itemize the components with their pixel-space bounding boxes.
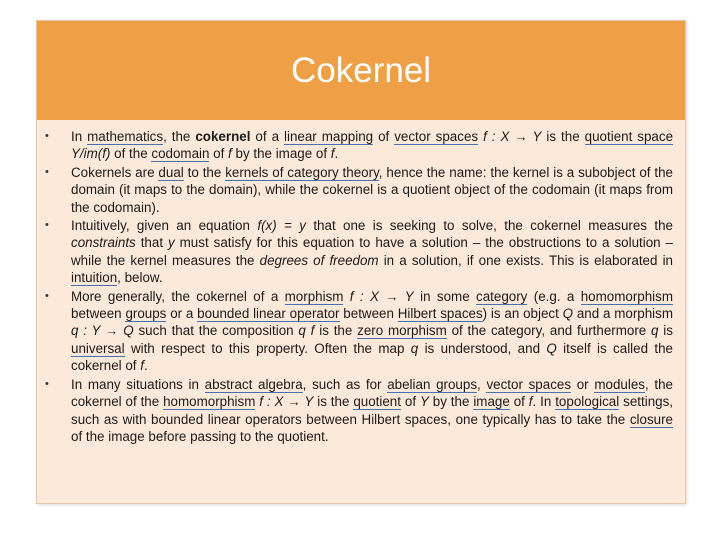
text-run: to the: [183, 164, 226, 180]
bullet-paragraph: [37, 217, 673, 287]
wiki-link[interactable]: abelian groups: [387, 376, 478, 392]
bullet-paragraph: [37, 376, 673, 446]
text-run: is the: [314, 323, 358, 339]
wiki-link[interactable]: vector spaces: [394, 129, 479, 144]
text-run: that: [135, 235, 168, 251]
text-run: , the cokernel of the: [71, 376, 673, 410]
slide-content: [37, 128, 685, 446]
slide-title: Cokernel: [290, 50, 432, 90]
wiki-link[interactable]: codomain: [151, 146, 210, 162]
text-run: . In: [532, 394, 556, 410]
text-run: ,: [477, 376, 487, 392]
text-run: is: [658, 323, 673, 339]
math-expression: f: [330, 146, 335, 162]
text-run: Intuitively, given an equation: [71, 218, 258, 234]
wiki-link[interactable]: zero morphism: [357, 323, 447, 339]
text-run: is the: [541, 129, 585, 144]
text-run: ) is an object: [482, 306, 563, 322]
text-run: between: [339, 306, 398, 322]
wiki-link[interactable]: homomorphism: [163, 394, 256, 410]
wiki-link[interactable]: image: [473, 394, 510, 410]
math-expression: f : X → Y: [255, 394, 314, 410]
math-expression: degrees of freedom: [259, 252, 379, 268]
wiki-link[interactable]: mathematics: [87, 129, 164, 144]
text-run: (e.g. a: [527, 288, 581, 304]
text-run: in a solution, if one exists. This is elaborated in: [378, 252, 673, 268]
text-run: Cokernels are: [71, 164, 159, 180]
text-run: , below.: [117, 270, 163, 286]
text-run: .: [143, 358, 148, 374]
math-expression: f : X → Y: [343, 288, 414, 304]
bullet-paragraph: [37, 288, 673, 375]
wiki-link[interactable]: homomorphism: [580, 288, 674, 304]
wiki-link[interactable]: category: [476, 288, 528, 304]
text-run: settings, such as with bounded linear operators between Hilbert spaces, one typically has to take the: [71, 394, 674, 427]
wiki-link[interactable]: morphism: [284, 288, 344, 304]
wiki-link[interactable]: bounded linear operator: [197, 306, 340, 322]
math-expression: q : Y → Q: [71, 323, 134, 339]
text-run: , such as for: [302, 376, 388, 392]
wiki-link[interactable]: vector spaces: [486, 376, 572, 392]
text-run: is understood, and: [418, 340, 547, 356]
wiki-link[interactable]: closure: [629, 411, 673, 427]
text-run: and a morphism: [573, 306, 673, 322]
math-expression: q: [651, 323, 659, 339]
wiki-link[interactable]: groups: [125, 306, 167, 322]
text-run: such that the composition: [133, 323, 299, 339]
text-run: that one is seeking to solve, the cokernel measures the: [305, 218, 673, 234]
text-run: itself is called the cokernel of: [71, 340, 674, 374]
text-run: by the image of: [231, 146, 331, 162]
text-run: In many situations in: [71, 376, 205, 392]
text-run: of: [209, 146, 229, 162]
math-expression: q: [410, 340, 419, 356]
wiki-link[interactable]: kernels of category theory: [225, 164, 379, 180]
text-run: of the category, and furthermore: [446, 323, 652, 339]
slide-frame: [36, 20, 686, 504]
text-run: , hence the name: the kernel is a subobject of the domain (it maps to the domain), while the cokernel is a quotient object of the codomain (it maps from the codomain).: [71, 164, 673, 215]
math-expression: y: [168, 235, 175, 251]
text-run: of the: [110, 146, 152, 162]
text-run: with respect to this property. Often the map: [124, 340, 411, 356]
text-run: of: [400, 394, 420, 410]
text-run: of: [509, 394, 529, 410]
math-expression: Y: [419, 394, 429, 410]
math-expression: f: [140, 358, 144, 374]
bullet-dot: •: [45, 377, 49, 390]
wiki-link[interactable]: quotient: [353, 394, 401, 410]
math-expression: f : X → Y: [478, 129, 542, 144]
text-run: , the: [163, 129, 196, 144]
text-run: between: [71, 306, 126, 322]
wiki-link[interactable]: intuition: [71, 270, 118, 286]
math-expression: constraints: [71, 235, 136, 251]
bullet-paragraph: [37, 164, 673, 216]
wiki-link[interactable]: dual: [158, 164, 184, 180]
bullet-dot: •: [45, 130, 49, 142]
wiki-link[interactable]: topological: [555, 394, 620, 410]
math-expression: f: [228, 146, 232, 162]
bullet-paragraph: [37, 128, 673, 163]
text-run: is the: [313, 394, 354, 410]
text-run: of: [373, 129, 395, 144]
text-run: or: [571, 376, 595, 392]
math-expression: Y/im(f): [71, 146, 111, 162]
wiki-link[interactable]: universal: [71, 340, 125, 356]
bullet-list: [37, 128, 673, 445]
wiki-link[interactable]: modules: [594, 376, 645, 392]
bullet-dot: •: [45, 165, 49, 178]
text-run: in some: [413, 288, 477, 304]
text-run: or a: [166, 306, 198, 322]
wiki-link[interactable]: quotient space: [584, 129, 674, 144]
math-expression: Q: [562, 306, 574, 322]
text-run: In: [71, 129, 88, 144]
title-bar: [37, 21, 685, 120]
bullet-dot: •: [45, 219, 49, 232]
text-run: More generally, the cokernel of a: [71, 288, 285, 304]
wiki-link[interactable]: abstract algebra: [204, 376, 303, 392]
math-expression: q f: [298, 323, 315, 339]
wiki-link[interactable]: linear mapping: [284, 129, 374, 144]
wiki-link[interactable]: Hilbert spaces: [397, 306, 483, 322]
text-run: of the image before passing to the quotient.: [71, 428, 329, 444]
math-expression: f(x) = y: [257, 218, 306, 234]
text-run: must satisfy for this equation to have a solution – the obstructions to a solution – while the kernel measures the: [71, 235, 674, 268]
bullet-dot: •: [45, 289, 49, 302]
math-expression: f: [528, 394, 533, 410]
text-run: of a: [250, 129, 284, 144]
math-expression: Q: [546, 340, 557, 356]
text-run: .: [334, 146, 339, 162]
text-run: by the: [428, 394, 474, 410]
bold-term: cokernel: [195, 129, 251, 144]
